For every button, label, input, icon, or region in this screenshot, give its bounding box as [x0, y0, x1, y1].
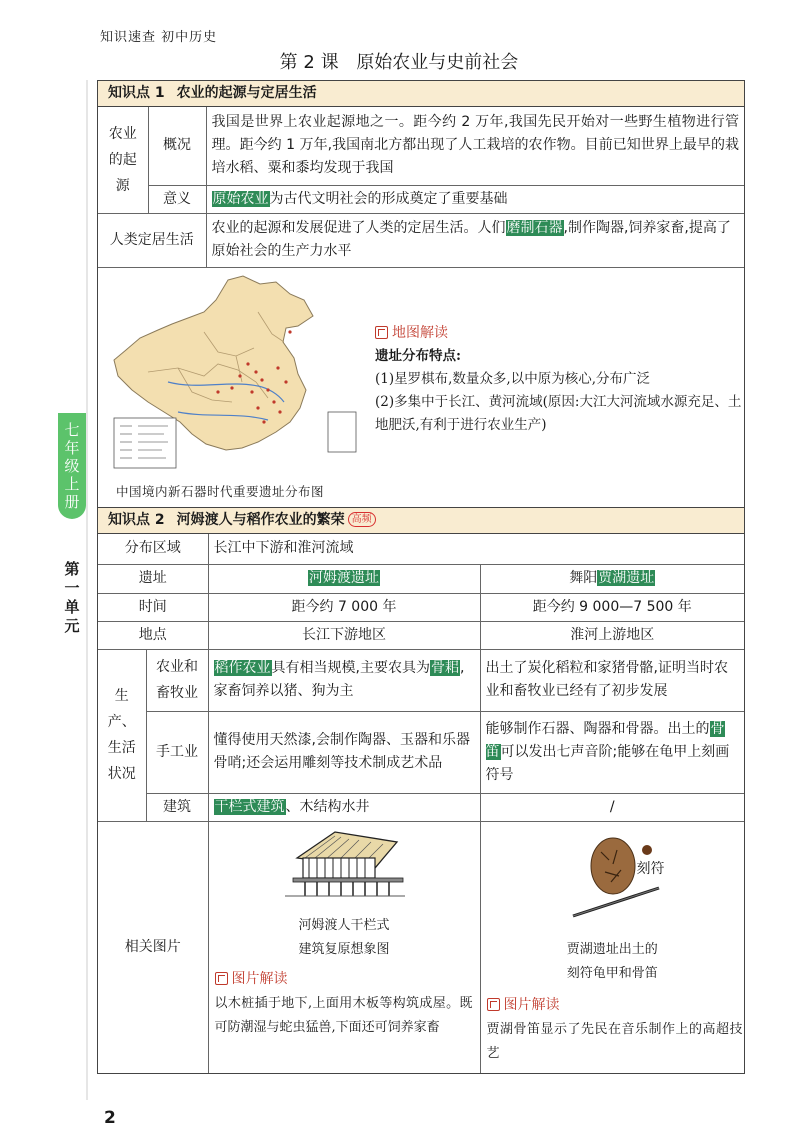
- picture-a-reading-title: 图片解读: [215, 968, 288, 991]
- reading-icon: [375, 326, 388, 339]
- unit-char: 一: [64, 579, 80, 597]
- kp1-number: 知识点 1: [108, 85, 165, 101]
- picture-b-reading-title: 图片解读: [487, 994, 560, 1017]
- highlight-term: 磨制石器: [506, 220, 563, 237]
- place-b: 淮河上游地区: [480, 621, 744, 649]
- highlight-term: 原始农业: [212, 190, 269, 207]
- time-b: 距今约 9 000—7 500 年: [480, 593, 744, 621]
- engraved-symbol-label: 刻符: [636, 860, 665, 877]
- table-row: [98, 621, 744, 649]
- picture-b-text: 贾湖骨笛显示了先民在音乐制作上的高超技艺: [486, 1021, 743, 1061]
- overview-text: 我国是世界上农业起源地之一。距今约 2 万年,我国先民开始对一些野生植物进行管理。距今约 1 万年,我国南北方都出现了人工栽培的农作物。目前已知世界上最早的栽培水稻、粟和黍均发现于我国: [206, 107, 744, 185]
- lesson-title: [0, 48, 798, 74]
- kp2-number: 知识点 2: [108, 512, 165, 528]
- settle-label: 人类定居生活: [98, 213, 206, 267]
- life-label: 生产、生活状况: [98, 649, 146, 821]
- table-row: [98, 793, 744, 821]
- grade-tab-char: 上: [64, 475, 80, 493]
- unit-char: 单: [64, 598, 80, 616]
- map-notes: [375, 322, 744, 437]
- agri-label: 农业和畜牧业: [146, 649, 208, 711]
- grade-tab-char: 册: [64, 493, 80, 511]
- map-point-1: (1)星罗棋布,数量众多,以中原为核心,分布广泛: [375, 371, 650, 387]
- table-row: [98, 564, 744, 593]
- kp1-heading: [98, 81, 744, 107]
- map-caption: 中国境内新石器时代重要遗址分布图: [116, 484, 325, 499]
- table-row: [98, 107, 744, 185]
- significance-label: 意义: [148, 185, 206, 213]
- origin-label: 农业的起源: [98, 107, 148, 213]
- picture-label: 相关图片: [98, 821, 208, 1073]
- agri-b: 出土了炭化稻粒和家猪骨骼,证明当时农业和畜牧业已经有了初步发展: [480, 649, 744, 711]
- picture-a-cell: [208, 821, 480, 1073]
- kp2-table: [98, 534, 744, 1073]
- grade-tab: [58, 413, 86, 519]
- picture-b-caption: 贾湖遗址出土的 刻符龟甲和骨笛: [566, 941, 658, 981]
- china-map-illustration: [108, 272, 358, 480]
- unit-label: [60, 560, 84, 636]
- stilt-house-illustration: [285, 828, 405, 900]
- frequency-badge: 高频: [348, 512, 376, 527]
- map-reading-title: 地图解读: [375, 322, 744, 345]
- table-row: [98, 593, 744, 621]
- side-divider: [86, 80, 88, 1100]
- picture-b-cell: [480, 821, 744, 1073]
- grade-tab-char: 七: [64, 421, 80, 439]
- reading-icon: [487, 998, 500, 1011]
- unit-char: 第: [64, 560, 80, 578]
- table-row: [98, 185, 744, 213]
- region-value: 长江中下游和淮河流域: [208, 534, 744, 564]
- map-section: [98, 268, 744, 508]
- time-a: 距今约 7 000 年: [208, 593, 480, 621]
- region-label: 分布区域: [98, 534, 208, 564]
- time-label: 时间: [98, 593, 208, 621]
- craft-b: 能够制作石器、陶器和骨器。出土的骨笛可以发出七声音阶;能够在龟甲上刻画符号: [480, 711, 744, 793]
- kp2-title: 河姆渡人与稻作农业的繁荣: [176, 512, 345, 528]
- arch-label: 建筑: [146, 793, 208, 821]
- arch-b: /: [480, 793, 744, 821]
- page-number: 2: [104, 1108, 116, 1128]
- picture-a-text: 以木桩插于地下,上面用木板等构筑成屋。既可防潮湿与蛇虫猛兽,下面还可饲养家畜: [214, 995, 473, 1035]
- header-tag: 知识速查 初中历史: [100, 30, 218, 45]
- highlight-term: 贾湖遗址: [598, 570, 655, 586]
- unit-char: 元: [64, 617, 80, 635]
- map-features-title: 遗址分布特点:: [375, 348, 461, 364]
- table-row: [98, 213, 744, 267]
- place-a: 长江下游地区: [208, 621, 480, 649]
- lesson-number: 第 2 课: [279, 52, 339, 73]
- significance-text: 原始农业为古代文明社会的形成奠定了重要基础: [206, 185, 744, 213]
- table-row: [98, 534, 744, 564]
- kp1-table: [98, 107, 744, 267]
- picture-a-caption: 河姆渡人干栏式 建筑复原想象图: [298, 917, 390, 957]
- grade-tab-char: 级: [64, 457, 80, 475]
- settle-text: 农业的起源和发展促进了人类的定居生活。人们磨制石器,制作陶器,饲养家畜,提高了原始社会的生产力水平: [206, 213, 744, 267]
- site-label: 遗址: [98, 564, 208, 593]
- knowledge-point-1: [97, 80, 745, 1074]
- agri-a: 稻作农业具有相当规模,主要农具为骨耜,家畜饲养以猪、狗为主: [208, 649, 480, 711]
- kp2-heading: [98, 508, 744, 534]
- table-row: [98, 649, 744, 711]
- map-point-2: (2)多集中于长江、黄河流域(原因:大江大河流域水源充足、土地肥沃,有利于进行农业生产): [375, 394, 742, 433]
- craft-label: 手工业: [146, 711, 208, 793]
- grade-tab-char: 年: [64, 439, 80, 457]
- table-row: [98, 821, 744, 1073]
- site-b: 舞阳贾湖遗址: [480, 564, 744, 593]
- arch-a: 干栏式建筑、木结构水井: [208, 793, 480, 821]
- reading-icon: [215, 972, 228, 985]
- lesson-name: 原始农业与史前社会: [356, 52, 519, 73]
- site-a: 河姆渡遗址: [208, 564, 480, 593]
- place-label: 地点: [98, 621, 208, 649]
- craft-a: 懂得使用天然漆,会制作陶器、玉器和乐器骨哨;还会运用雕刻等技术制成艺术品: [208, 711, 480, 793]
- table-row: [98, 711, 744, 793]
- kp1-title: 农业的起源与定居生活: [176, 85, 317, 101]
- overview-label: 概况: [148, 107, 206, 185]
